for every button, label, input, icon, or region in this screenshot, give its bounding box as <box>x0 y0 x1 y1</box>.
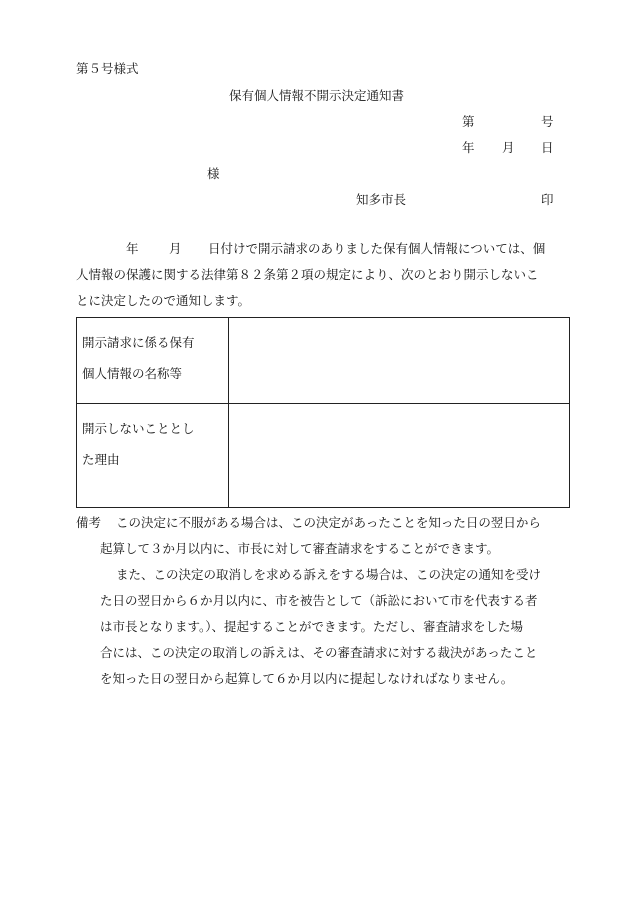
remarks-p2-line2: た日の翌日から６か月以内に、市を被告として（訴訟において市を代表する者 <box>100 593 538 608</box>
date-month-label: 月 <box>502 140 515 155</box>
row1-label-line2: 個人情報の名称等 <box>82 366 183 381</box>
label-cell <box>77 404 229 508</box>
issuer-name: 知多市長 <box>356 192 407 207</box>
doc-number-suffix: 号 <box>541 114 554 129</box>
addressee-suffix: 様 <box>207 166 220 181</box>
body-line-2: 人情報の保護に関する法律第８２条第２項の規定により、次のとおり開示しないこ <box>76 267 539 282</box>
body-line-1: 日付けで開示請求のありました保有個人情報については、個 <box>208 241 546 256</box>
remarks-p1-line2: 起算して３か月以内に、市長に対して審査請求をすることができます。 <box>100 541 500 556</box>
remarks-p2-line1: また、この決定の取消しを求める訴えをする場合は、この決定の通知を受け <box>116 567 542 582</box>
date-day-label: 日 <box>541 140 554 155</box>
label-cell <box>77 318 229 404</box>
document-title: 保有個人情報不開示決定通知書 <box>229 88 405 103</box>
form-number: 第５号様式 <box>76 61 139 76</box>
remarks-p1-line1: この決定に不服がある場合は、この決定があったことを知った日の翌日から <box>116 515 541 530</box>
body-month-label: 月 <box>169 241 182 256</box>
row2-label-line2: た理由 <box>82 452 120 467</box>
table-row <box>77 318 570 404</box>
date-year-label: 年 <box>462 140 475 155</box>
reason-field[interactable] <box>229 404 570 508</box>
remarks-p2-line5: を知った日の翌日から起算して６か月以内に提起しなければなりません。 <box>100 671 514 686</box>
remarks-heading: 備考 <box>76 515 102 530</box>
remarks-p2-line4: 合には、この決定の取消しの訴えは、その審査請求に対する裁決があったこと <box>100 645 538 660</box>
row2-label-line1: 開示しないこととし <box>82 421 195 436</box>
seal-mark: 印 <box>541 192 554 207</box>
body-year-label: 年 <box>126 241 139 256</box>
remarks-p2-line3: は市長となります。）、提起することができます。ただし、審査請求をした場 <box>100 619 524 634</box>
table-row <box>77 404 570 508</box>
row1-label-line1: 開示請求に係る保有 <box>82 335 195 350</box>
body-line-3: とに決定したので通知します。 <box>76 293 251 308</box>
info-table <box>76 317 570 508</box>
doc-number-prefix: 第 <box>462 114 475 129</box>
record-name-field[interactable] <box>229 318 570 404</box>
